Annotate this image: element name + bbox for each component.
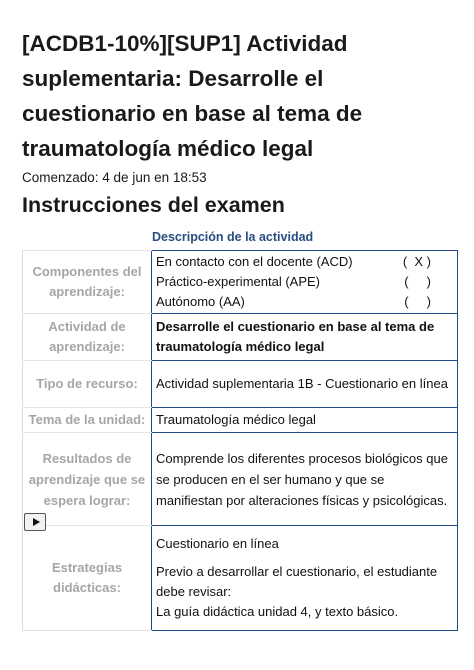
estrategias-line-1: Cuestionario en línea bbox=[156, 536, 279, 551]
table-row bbox=[23, 361, 458, 408]
started-timestamp: Comenzado: 4 de jun en 18:53 bbox=[22, 170, 207, 185]
option-ape-text: Práctico-experimental (APE) bbox=[156, 274, 320, 289]
activity-table bbox=[22, 250, 458, 631]
option-ape bbox=[156, 272, 451, 292]
option-aa-text: Autónomo (AA) bbox=[156, 294, 245, 309]
row-label-actividad: Actividad de aprendizaje: bbox=[23, 314, 152, 361]
section-title: Instrucciones del examen bbox=[22, 193, 285, 217]
tipo-recurso-value: Actividad suplementaria 1B - Cuestionario en línea bbox=[152, 361, 458, 408]
tema-value: Traumatología médico legal bbox=[152, 408, 458, 433]
row-label-resultados: Resultados de aprendizaje que se espera lograr: bbox=[23, 433, 152, 526]
row-label-estrategias: Estrategias didácticas: bbox=[23, 526, 152, 631]
table-row bbox=[23, 314, 458, 361]
play-icon[interactable] bbox=[24, 513, 46, 531]
option-aa bbox=[156, 292, 451, 312]
resultados-value: Comprende los diferentes procesos biológicos que se producen en el ser humano y que se manifiestan por alteraciones físicas y psicológicas. bbox=[152, 433, 458, 526]
table-row bbox=[23, 526, 458, 631]
option-acd-text: En contacto con el docente (ACD) bbox=[156, 254, 353, 269]
option-aa-mark: ( ) bbox=[404, 294, 431, 309]
option-acd bbox=[156, 252, 451, 272]
table-column-header: Descripción de la actividad bbox=[152, 230, 314, 244]
option-ape-mark: ( ) bbox=[404, 274, 431, 289]
estrategias-line-2: Previo a desarrollar el cuestionario, el estudiante debe revisar: bbox=[156, 564, 438, 599]
table-row bbox=[23, 433, 458, 526]
estrategias-line-3: La guía didáctica unidad 4, y texto básico. bbox=[156, 604, 399, 619]
row-label-tema: Tema de la unidad: bbox=[23, 408, 152, 433]
table-row bbox=[23, 251, 458, 314]
table-row bbox=[23, 408, 458, 433]
row-label-tipo-recurso: Tipo de recurso: bbox=[23, 361, 152, 408]
page-title: [ACDB1-10%][SUP1] Actividad suplementaria: Desarrolle el cuestionario en base al tema de traumatología médico legal bbox=[22, 31, 363, 161]
row-label-componentes: Componentes del aprendizaje: bbox=[23, 251, 152, 314]
componentes-value bbox=[152, 251, 458, 314]
actividad-value: Desarrolle el cuestionario en base al tema de traumatología médico legal bbox=[152, 314, 458, 361]
estrategias-value bbox=[152, 526, 458, 631]
option-acd-mark: ( X ) bbox=[402, 254, 431, 269]
